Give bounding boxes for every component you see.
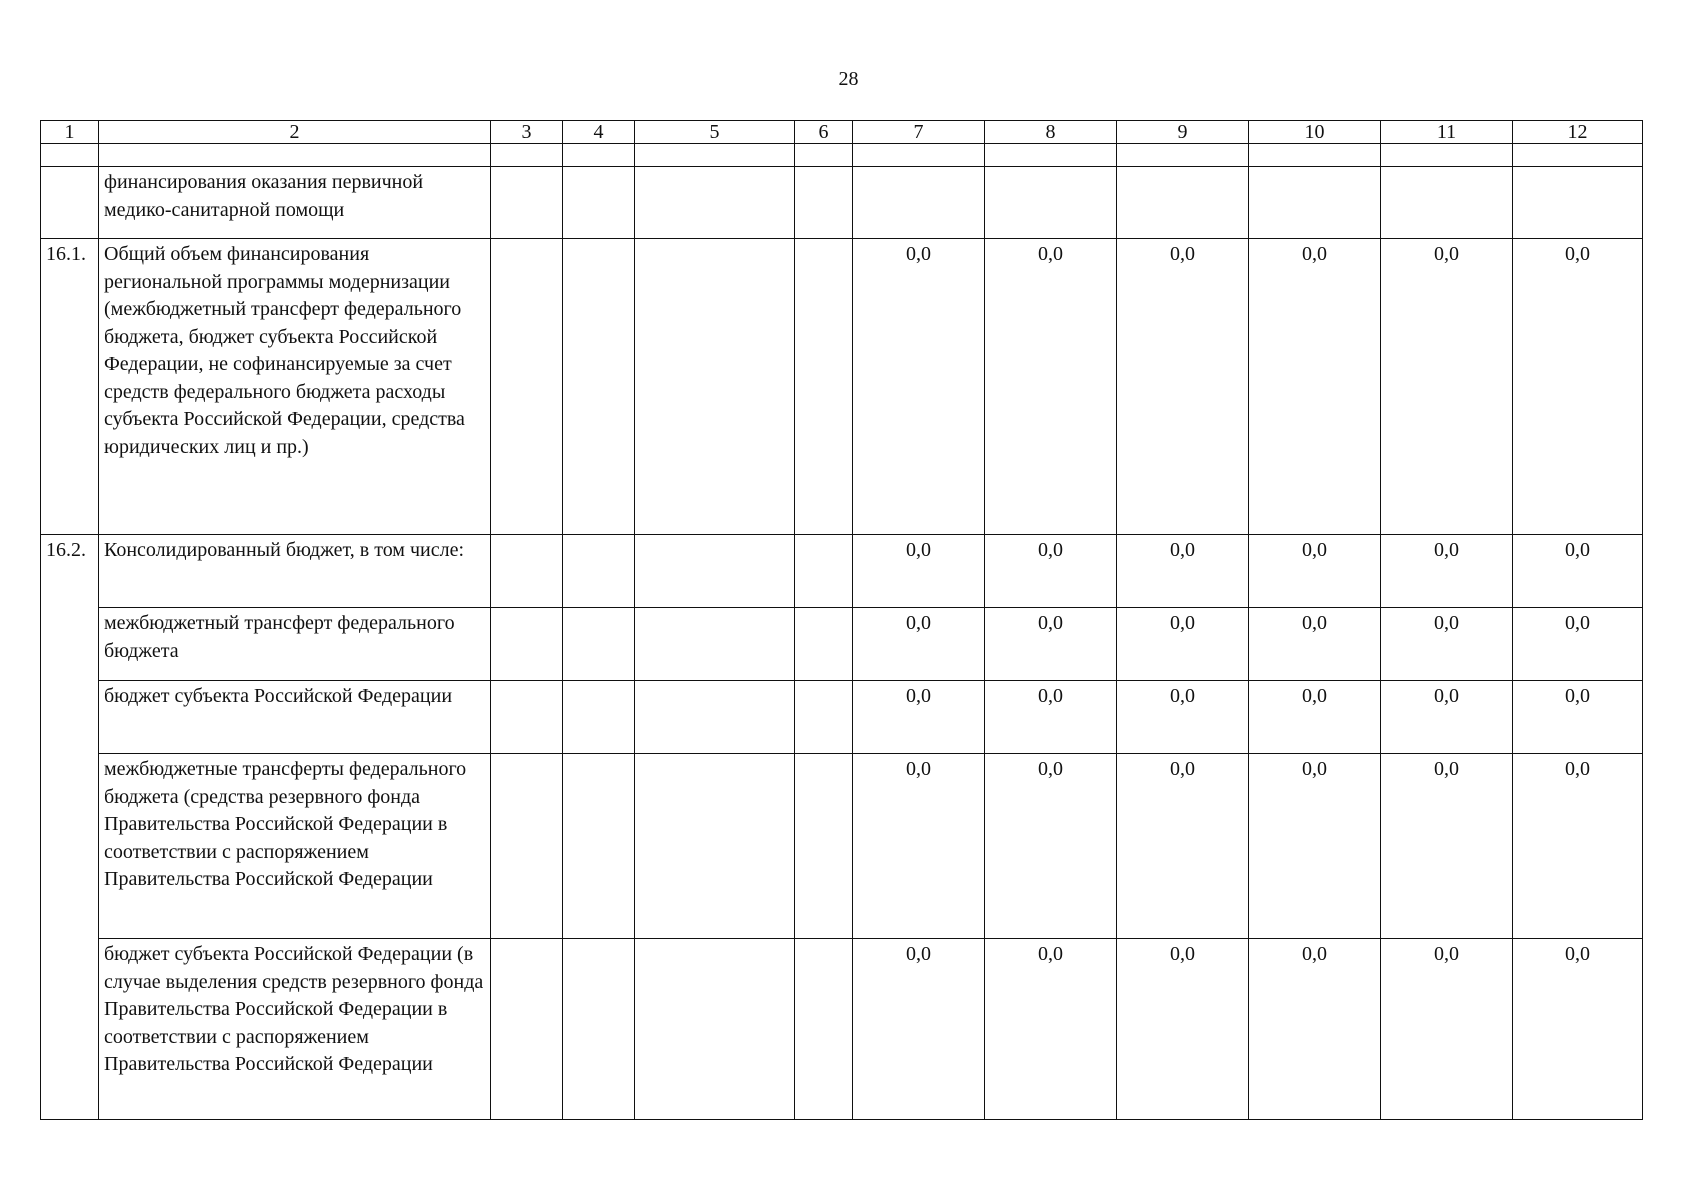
value-cell: 0,0 [1381, 535, 1513, 608]
value-cell: 0,0 [853, 681, 985, 754]
row-number [41, 167, 99, 239]
column-header: 12 [1513, 121, 1643, 144]
table-row [41, 939, 1643, 1120]
row-description: бюджет субъекта Российской Федерации [99, 681, 491, 754]
value-cell: 0,0 [1381, 939, 1513, 1120]
column-header: 9 [1117, 121, 1249, 144]
row-description: бюджет субъекта Российской Федерации (в случае выделения средств резервного фонда Правительства Российской Федерации в соответствии с распоряжением Правительства Российской Федерации [99, 939, 491, 1120]
value-cell [1513, 167, 1643, 239]
value-cell: 0,0 [1249, 239, 1381, 535]
value-cell: 0,0 [853, 939, 985, 1120]
column-header: 4 [563, 121, 635, 144]
value-cell: 0,0 [1117, 754, 1249, 939]
value-cell: 0,0 [1249, 535, 1381, 608]
value-cell: 0,0 [1117, 535, 1249, 608]
value-cell: 0,0 [1117, 939, 1249, 1120]
value-cell: 0,0 [1381, 681, 1513, 754]
row-description: межбюджетный трансферт федерального бюджета [99, 608, 491, 681]
row-description: межбюджетные трансферты федерального бюджета (средства резервного фонда Правительства Российской Федерации в соответствии с распоряжением Правительства Российской Федерации [99, 754, 491, 939]
value-cell: 0,0 [985, 681, 1117, 754]
page-number: 28 [838, 68, 859, 90]
row-description: финансирования оказания первичной медико-санитарной помощи [99, 167, 491, 239]
value-cell: 0,0 [1381, 754, 1513, 939]
row-number: 16.1. [41, 239, 99, 535]
value-cell: 0,0 [853, 608, 985, 681]
value-cell [1381, 167, 1513, 239]
column-header: 11 [1381, 121, 1513, 144]
financing-table [40, 120, 1643, 1120]
row-number: 16.2. [41, 535, 99, 1120]
value-cell: 0,0 [985, 754, 1117, 939]
value-cell [985, 167, 1117, 239]
value-cell: 0,0 [1117, 239, 1249, 535]
column-header: 1 [41, 121, 99, 144]
value-cell: 0,0 [1381, 608, 1513, 681]
value-cell: 0,0 [1513, 535, 1643, 608]
column-header: 10 [1249, 121, 1381, 144]
value-cell: 0,0 [1249, 754, 1381, 939]
value-cell: 0,0 [1513, 608, 1643, 681]
value-cell: 0,0 [853, 535, 985, 608]
table-row [41, 608, 1643, 681]
table-row [41, 239, 1643, 535]
table-row [41, 754, 1643, 939]
column-header: 2 [99, 121, 491, 144]
value-cell: 0,0 [1117, 608, 1249, 681]
value-cell: 0,0 [985, 535, 1117, 608]
value-cell: 0,0 [1513, 754, 1643, 939]
table-row [41, 167, 1643, 239]
value-cell: 0,0 [985, 939, 1117, 1120]
column-header: 7 [853, 121, 985, 144]
row-description: Общий объем финансирования региональной программы модернизации (межбюджетный трансферт федерального бюджета, бюджет субъекта Российской Федерации, не софинансируемые за счет средств федерального бюджета расходы субъекта Российской Федерации, средства юридических лиц и пр.) [99, 239, 491, 535]
value-cell: 0,0 [1513, 939, 1643, 1120]
column-header: 6 [795, 121, 853, 144]
value-cell: 0,0 [985, 239, 1117, 535]
column-header: 8 [985, 121, 1117, 144]
column-header: 3 [491, 121, 563, 144]
value-cell: 0,0 [1249, 608, 1381, 681]
value-cell [1117, 167, 1249, 239]
value-cell [1249, 167, 1381, 239]
value-cell: 0,0 [985, 608, 1117, 681]
value-cell [853, 167, 985, 239]
table-row [41, 535, 1643, 608]
column-header: 5 [635, 121, 795, 144]
value-cell: 0,0 [853, 754, 985, 939]
table-row [41, 681, 1643, 754]
value-cell: 0,0 [1381, 239, 1513, 535]
value-cell: 0,0 [1513, 681, 1643, 754]
value-cell: 0,0 [1117, 681, 1249, 754]
blank-row [41, 144, 1643, 167]
column-number-row [41, 121, 1643, 144]
row-description: Консолидированный бюджет, в том числе: [99, 535, 491, 608]
value-cell: 0,0 [1249, 939, 1381, 1120]
value-cell: 0,0 [853, 239, 985, 535]
value-cell: 0,0 [1249, 681, 1381, 754]
value-cell: 0,0 [1513, 239, 1643, 535]
